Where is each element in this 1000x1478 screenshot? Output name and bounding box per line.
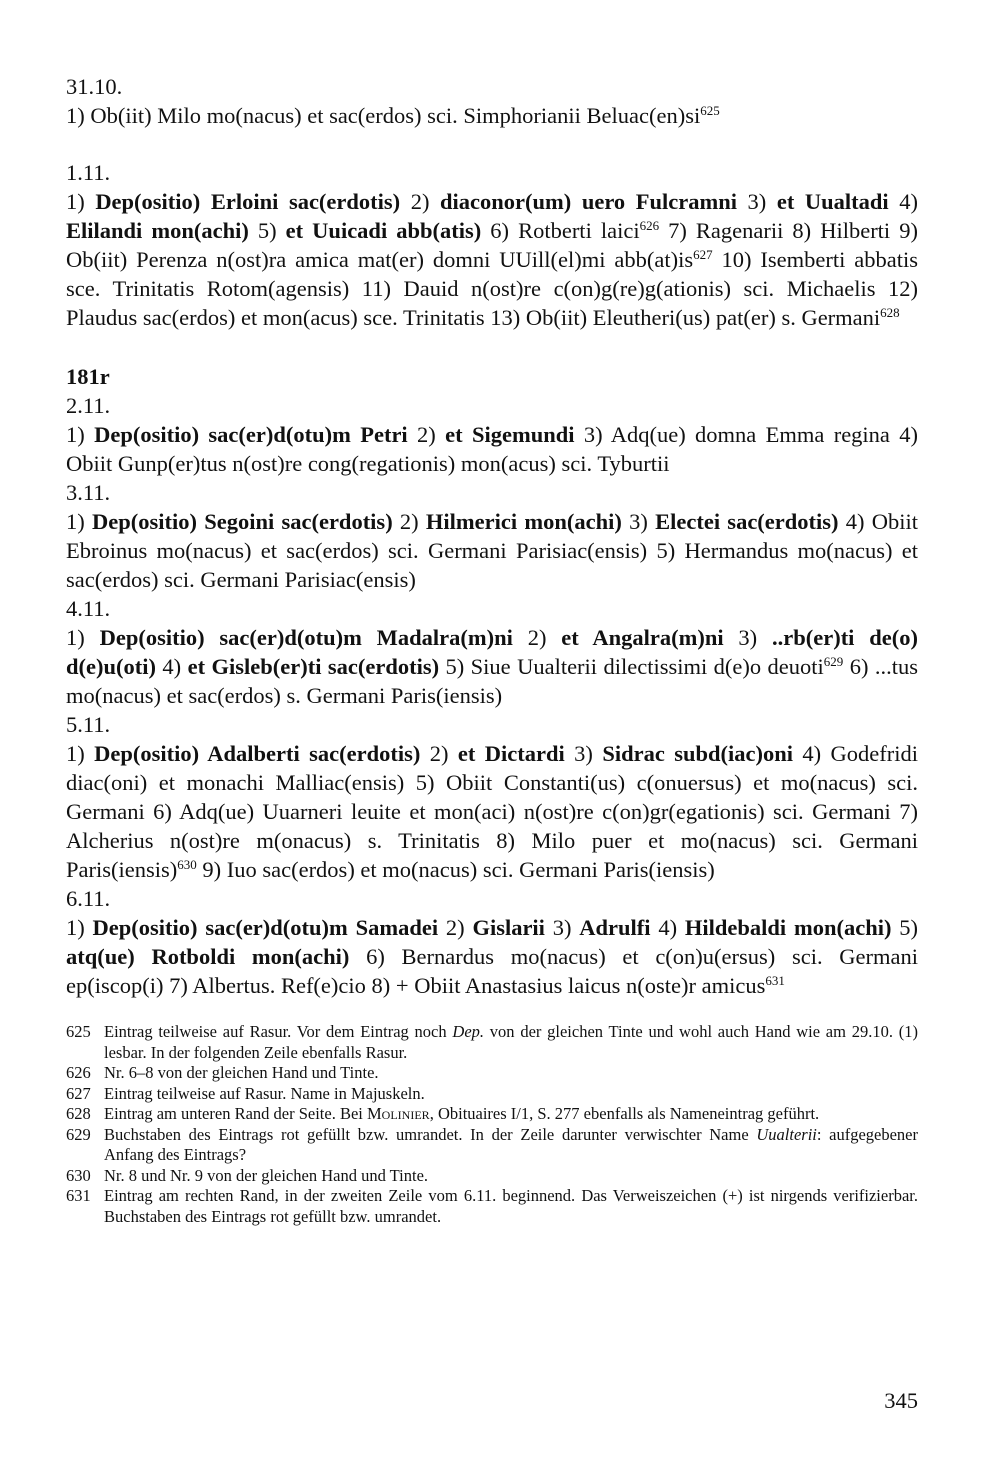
bold-entry-text: et Angalra(m)ni [561, 625, 724, 650]
entry-text: 2) [400, 189, 441, 214]
entry-text: 1) [66, 189, 96, 214]
entry-text: 2) [407, 422, 446, 447]
bold-entry-text: et Uuicadi abb(atis) [285, 218, 482, 243]
entry-text: 2) [420, 741, 458, 766]
entry-text: 3) [621, 509, 656, 534]
bold-entry-text: Dep(ositio) Adalberti sac(erdotis) [94, 741, 421, 766]
bold-entry-text: atq(ue) Rotboldi mon(achi) [66, 944, 350, 969]
bold-entry-text: et Sigemundi [445, 422, 575, 447]
entry-text: Eintrag teilweise auf Rasur. Vor dem Eintrag noch [104, 1022, 453, 1041]
footnote [66, 1063, 918, 1084]
footnote-reference: 631 [765, 973, 785, 988]
obituary-entry [66, 739, 918, 884]
bold-entry-text: Hilmerici mon(achi) [425, 509, 622, 534]
entry-text: 6) Rotberti laici [481, 218, 640, 243]
footnote-reference: 628 [880, 305, 900, 320]
entry-text: 7) Ragenarii 8) Hilberti 9) Ob(iit) Perenza n(ost)ra amica mat(er) domni UUill(el)mi abb(at)is [66, 218, 918, 272]
entry-text: , Obituaires I/1, S. 277 ebenfalls als Nameneintrag geführt. [429, 1104, 820, 1123]
entry-text: Nr. 6–8 von der gleichen Hand und Tinte. [104, 1063, 379, 1082]
bold-entry-text: Adrulfi [579, 915, 651, 940]
footnote-number: 631 [66, 1186, 91, 1205]
footnote-number: 625 [66, 1022, 91, 1041]
footnote-text [104, 1104, 918, 1125]
entry-text: 1) [66, 915, 93, 940]
bold-entry-text: Dep(ositio) sac(er)d(otu)m Samadei [92, 915, 439, 940]
obituary-entry [66, 507, 918, 594]
entry-text: 1) [66, 422, 95, 447]
italic-text: Uualterii [756, 1124, 817, 1144]
bold-entry-text: Dep(ositio) sac(er)d(otu)m Madalra(m)ni [99, 625, 513, 650]
entry-text: 3) [723, 625, 772, 650]
footnote-text [104, 1022, 918, 1063]
entry-text: 4) [155, 654, 188, 679]
bold-entry-text: Dep(ositio) Segoini sac(erdotis) [91, 509, 393, 534]
entry-text: 2) [392, 509, 426, 534]
footnote-text [104, 1186, 918, 1227]
entry-text: Nr. 8 und Nr. 9 von der gleichen Hand und Tinte. [104, 1165, 429, 1185]
date-heading: 3.11. [66, 480, 111, 505]
obituary-sections [66, 72, 918, 1000]
footnote-reference: 626 [639, 218, 660, 233]
date-heading: 5.11. [66, 712, 111, 737]
footnote [66, 1104, 918, 1125]
bold-entry-text: Hildebaldi mon(achi) [684, 915, 892, 940]
footnote-text [104, 1084, 918, 1105]
bold-entry-text: Electei sac(erdotis) [655, 509, 839, 534]
page-number: 345 [884, 1388, 918, 1413]
footnote-reference: 625 [700, 103, 720, 118]
bold-entry-text: et Uualtadi [776, 189, 889, 214]
footnote-number: 630 [66, 1165, 91, 1185]
footnote-text [104, 1166, 918, 1187]
italic-text: Dep. [452, 1022, 485, 1041]
obituary-entry [66, 101, 918, 130]
page-body [66, 72, 918, 1227]
footnote-number: 627 [66, 1083, 91, 1103]
footnote [66, 1186, 918, 1227]
entry-text: 4) Obiit Ebroinus mo(nacus) et sac(erdos) sci. Germani Parisiac(ensis) 5) Hermandus mo(nacus) et sac(erdos) sci. Germani Parisiac(ensis) [66, 509, 919, 592]
bold-entry-text: Sidrac subd(iac)oni [602, 741, 793, 766]
entry-text: Buchstaben des Eintrags rot gefüllt bzw. umrandet. In der Zeile darunter verwischter Name [104, 1124, 757, 1144]
footnote-number: 629 [66, 1124, 91, 1144]
obituary-entry [66, 623, 918, 710]
bold-entry-text: Dep(ositio) sac(er)d(otu)m Petri [94, 422, 408, 447]
obituary-entry [66, 187, 918, 332]
date-heading: 2.11. [66, 393, 111, 418]
entry-text: 4) [650, 915, 685, 940]
entry-text: 4) [888, 189, 918, 214]
entry-text: 5) Siue Uualterii dilectissimi d(e)o deuoti [439, 654, 824, 679]
obituary-entry [66, 420, 918, 478]
bold-entry-text: Dep(ositio) Erloini sac(erdotis) [95, 189, 401, 214]
entry-text: 3) [544, 915, 580, 940]
footnotes [66, 1022, 918, 1227]
footnote-number: 626 [66, 1063, 91, 1082]
footnote-reference: 630 [177, 857, 197, 872]
entry-text: : aufgegebener Anfang des Eintrags? [104, 1124, 918, 1164]
bold-entry-text: diaconor(um) uero Fulcramni [440, 189, 737, 214]
bold-entry-text: et Dictardi [457, 741, 565, 766]
footnote [66, 1125, 918, 1166]
date-heading: 1.11. [66, 160, 111, 185]
entry-text: von der gleichen Tinte und wohl auch Hand wie am 29.10. (1) lesbar. In der folgenden Zeile ebenfalls Rasur. [104, 1022, 918, 1062]
obituary-entry [66, 913, 918, 1000]
entry-text: 2) [438, 915, 473, 940]
entry-text: 5) [891, 915, 919, 940]
entry-text: 9) Iuo sac(erdos) et mo(nacus) sci. Germani Paris(iensis) [196, 857, 715, 882]
entry-text: 3) Adq(ue) domna Emma regina 4) Obiit Gunp(er)tus n(ost)re cong(regationis) mon(acus) sci. Tyburtii [66, 422, 919, 476]
footnote-number: 628 [66, 1104, 91, 1123]
entry-text: 5) [248, 218, 286, 243]
entry-text: Eintrag am unteren Rand der Seite. Bei [104, 1104, 368, 1123]
entry-text: 3) [736, 189, 777, 214]
footnote [66, 1166, 918, 1187]
bold-entry-text: et Gisleb(er)ti sac(erdotis) [187, 654, 440, 679]
bold-entry-text: ..rb(er)ti de(o) d(e)u(oti) [66, 625, 918, 679]
date-heading: 6.11. [66, 886, 111, 911]
entry-text: 3) [564, 741, 603, 766]
entry-text: Eintrag teilweise auf Rasur. Name in Majuskeln. [104, 1083, 425, 1103]
footnote-text [104, 1063, 918, 1084]
entry-text: 4) Godefridi diac(oni) et monachi Malliac(ensis) 5) Obiit Constanti(us) c(onuersus) et mo(nacus) sci. Germani 6) Adq(ue) Uuarneri leuite et mon(aci) n(ost)re c(on)gr(egationis) sci. Germani 7) Alcherius n(ost)re m(onacus) s. Trinitatis 8) Milo puer et mo(nacus) sci. Germani Paris(iensis) [66, 741, 918, 882]
entry-text: 6) Bernardus mo(nacus) et c(on)u(ersus) sci. Germani ep(iscop(i) 7) Albertus. Ref(e)cio 8) + Obiit Anastasius laicus n(oste)r amicus [66, 944, 918, 998]
footnote [66, 1084, 918, 1105]
entry-text: 1) [66, 625, 100, 650]
date-heading: 4.11. [66, 596, 111, 621]
entry-text: 1) [66, 741, 95, 766]
entry-text: 6) ...tus mo(nacus) et sac(erdos) s. Germani Paris(iensis) [66, 654, 918, 708]
entry-text: 1) Ob(iit) Milo mo(nacus) et sac(erdos) sci. Simphorianii Beluac(en)si [66, 103, 701, 128]
footnote-text [104, 1125, 918, 1166]
entry-text: Eintrag am rechten Rand, in der zweiten Zeile vom 6.11. beginnend. Das Verweiszeichen (+) ist nirgends verifizierbar. Buchstaben des Eintrags rot gefüllt bzw. umrandet. [104, 1186, 918, 1226]
footnote-reference: 627 [693, 247, 713, 262]
folio-heading: 181r [66, 364, 110, 389]
entry-text: 10) Isemberti abbatis sce. Trinitatis Rotom(agensis) 11) Dauid n(ost)re c(on)g(re)g(ationis) sci. Michaelis 12) Plaudus sac(erdos) et mon(acus) sce. Trinitatis 13) Ob(iit) Eleutheri(us) pat(er) s. Germani [66, 247, 918, 330]
footnote-reference: 629 [823, 654, 844, 669]
bold-entry-text: Gislarii [472, 915, 545, 940]
entry-text: 1) [66, 509, 92, 534]
bold-entry-text: Elilandi mon(achi) [66, 218, 249, 243]
entry-text: 2) [512, 625, 562, 650]
footnote [66, 1022, 918, 1063]
date-heading: 31.10. [66, 74, 123, 99]
small-caps-name: Molinier [367, 1104, 430, 1123]
